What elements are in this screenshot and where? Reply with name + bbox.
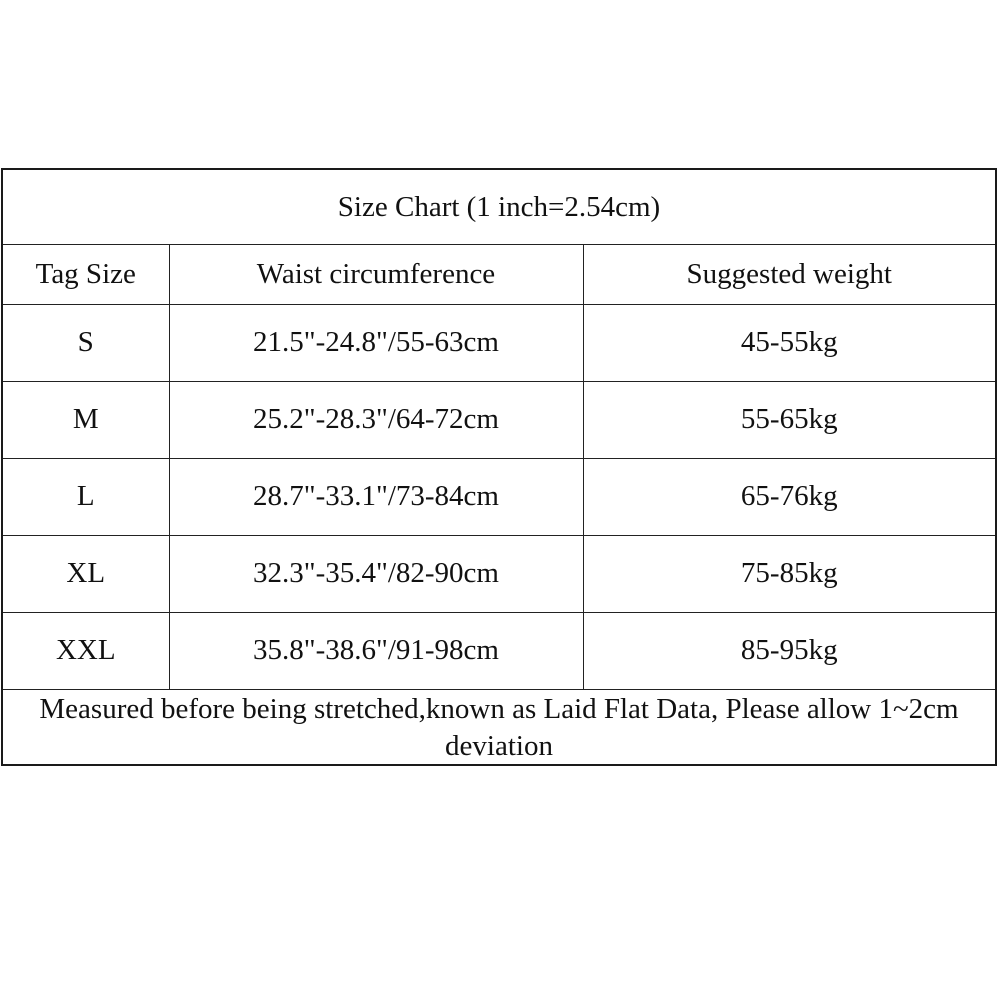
table-row xyxy=(3,458,995,535)
size-chart xyxy=(1,168,997,766)
chart-title: Size Chart (1 inch=2.54cm) xyxy=(3,170,995,244)
size-table xyxy=(3,170,995,767)
header-tag-size: Tag Size xyxy=(3,244,169,304)
table-row xyxy=(3,381,995,458)
measurement-note: Measured before being stretched,known as Laid Flat Data, Please allow 1~2cm deviation xyxy=(3,689,995,767)
waist-cell: 35.8"-38.6"/91-98cm xyxy=(169,612,583,689)
waist-cell: 32.3"-35.4"/82-90cm xyxy=(169,535,583,612)
tag-size-cell: M xyxy=(3,381,169,458)
waist-cell: 21.5"-24.8"/55-63cm xyxy=(169,304,583,381)
waist-cell: 28.7"-33.1"/73-84cm xyxy=(169,458,583,535)
weight-cell: 55-65kg xyxy=(583,381,995,458)
tag-size-cell: XXL xyxy=(3,612,169,689)
tag-size-cell: L xyxy=(3,458,169,535)
title-row xyxy=(3,170,995,244)
waist-cell: 25.2"-28.3"/64-72cm xyxy=(169,381,583,458)
weight-cell: 65-76kg xyxy=(583,458,995,535)
header-weight: Suggested weight xyxy=(583,244,995,304)
note-row xyxy=(3,689,995,767)
table-row xyxy=(3,612,995,689)
weight-cell: 85-95kg xyxy=(583,612,995,689)
header-row xyxy=(3,244,995,304)
table-row xyxy=(3,304,995,381)
tag-size-cell: XL xyxy=(3,535,169,612)
tag-size-cell: S xyxy=(3,304,169,381)
weight-cell: 45-55kg xyxy=(583,304,995,381)
header-waist: Waist circumference xyxy=(169,244,583,304)
table-row xyxy=(3,535,995,612)
weight-cell: 75-85kg xyxy=(583,535,995,612)
